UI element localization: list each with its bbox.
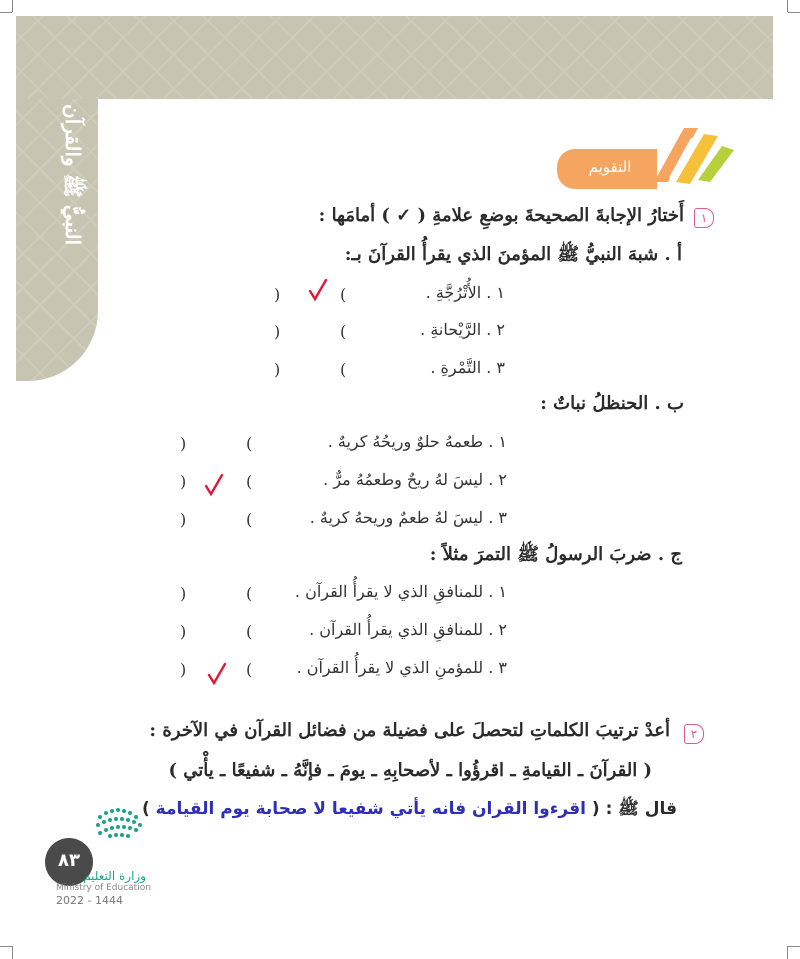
header-band [16, 16, 773, 99]
part-b-option-1: ١ . طعمهُ حلوٌ وريحُهُ كريهٌ . [327, 432, 507, 451]
part-a-option-2: ٢ . الرَّيْحانةِ . [420, 320, 505, 339]
question-2-answer-line [142, 798, 677, 823]
part-c-option-2: ٢ . للمنافقِ الذي يقرأُ القرآن . [309, 620, 507, 639]
answer-box-close: ( [246, 660, 253, 679]
answer-box-close: ( [340, 360, 347, 379]
answer-box-open: ) [180, 584, 187, 603]
question-1-prompt: أَختارُ الإجابةَ الصحيحةَ بوضعِ علامةِ ( ✓ ) أمامَها : [318, 205, 684, 226]
answer-box-open: ) [180, 660, 187, 679]
answer-text: اقرءوا القران فانه يأتي شفيعا لا صحابة يوم القيامة [155, 799, 586, 819]
question-number-badge: ١ [694, 208, 714, 228]
answer-box-open: ) [180, 510, 187, 529]
pen-nib-icon [646, 120, 736, 195]
answer-box-open: ) [274, 360, 281, 379]
crop-mark [787, 0, 788, 12]
check-mark-icon [308, 278, 328, 302]
ministry-name-arabic: وزارة التعليم [83, 869, 146, 883]
part-b-option-3: ٣ . ليسَ لهُ طعمٌ وريحهُ كريهٌ . [309, 508, 507, 527]
answer-box-close: ( [246, 434, 253, 453]
crop-mark [12, 946, 13, 959]
part-b-heading: ب . الحنظلُ نباتٌ : [540, 393, 684, 414]
ministry-name-english: Ministry of Education [56, 883, 151, 893]
crop-mark [787, 946, 788, 959]
part-c-heading: ج . ضربَ الرسولُ ﷺ التمرَ مثلاً : [429, 544, 682, 565]
part-c-option-3: ٣ . للمؤمنِ الذي لا يقرأُ القرآن . [296, 658, 507, 677]
question-2-words: ( القرآنَ ـ القيامةِ ـ اقرؤُوا ـ لأصحابِهِ ـ يومَ ـ فإنَّهُ ـ شفيعًا ـ يأْتي ) [168, 760, 652, 781]
part-b-option-2: ٢ . ليسَ لهُ ريحٌ وطعمُهُ مرٌّ . [323, 470, 507, 489]
page-number: ٨٣ [58, 850, 80, 871]
answer-box-close: ( [246, 584, 253, 603]
part-a-heading: أ . شبهَ النبيُّ ﷺ المؤمنَ الذي يقرأُ القرآنَ بـ: [344, 244, 682, 265]
answer-box-open: ) [274, 285, 281, 304]
answer-box-close: ( [246, 472, 253, 491]
crop-mark [0, 946, 12, 947]
crop-mark [0, 12, 12, 13]
answer-box-open: ) [180, 472, 187, 491]
check-mark-icon [204, 473, 224, 497]
question-number-badge: ٢ [684, 724, 704, 744]
answer-suffix: ) [141, 799, 150, 819]
question-2-prompt: أعدْ ترتيبَ الكلماتِ لتحصلَ على فضيلة من فضائل القرآن في الآخرة : [149, 720, 670, 741]
ministry-logo-icon [92, 805, 152, 860]
answer-box-close: ( [340, 285, 347, 304]
part-a-option-1: ١ . الأُتْرُجَّةِ . [425, 283, 505, 302]
crop-mark [788, 946, 800, 947]
check-mark-icon [207, 662, 227, 686]
answer-box-close: ( [246, 622, 253, 641]
answer-box-open: ) [180, 622, 187, 641]
part-c-option-1: ١ . للمنافقِ الذي لا يقرأُ القرآن . [294, 582, 507, 601]
chapter-title: النبيُّ ﷺ والقرآن [61, 104, 85, 246]
crop-mark [788, 12, 800, 13]
answer-box-close: ( [246, 510, 253, 529]
answer-box-close: ( [340, 322, 347, 341]
section-tab-label: التقويم [588, 158, 632, 176]
answer-box-open: ) [274, 322, 281, 341]
answer-box-open: ) [180, 434, 187, 453]
crop-mark [12, 0, 13, 12]
part-a-option-3: ٣ . التَّمْرةِ . [430, 358, 505, 377]
answer-prefix: قال ﷺ : ( [591, 799, 677, 819]
edition-year: 2022 - 1444 [56, 894, 123, 907]
